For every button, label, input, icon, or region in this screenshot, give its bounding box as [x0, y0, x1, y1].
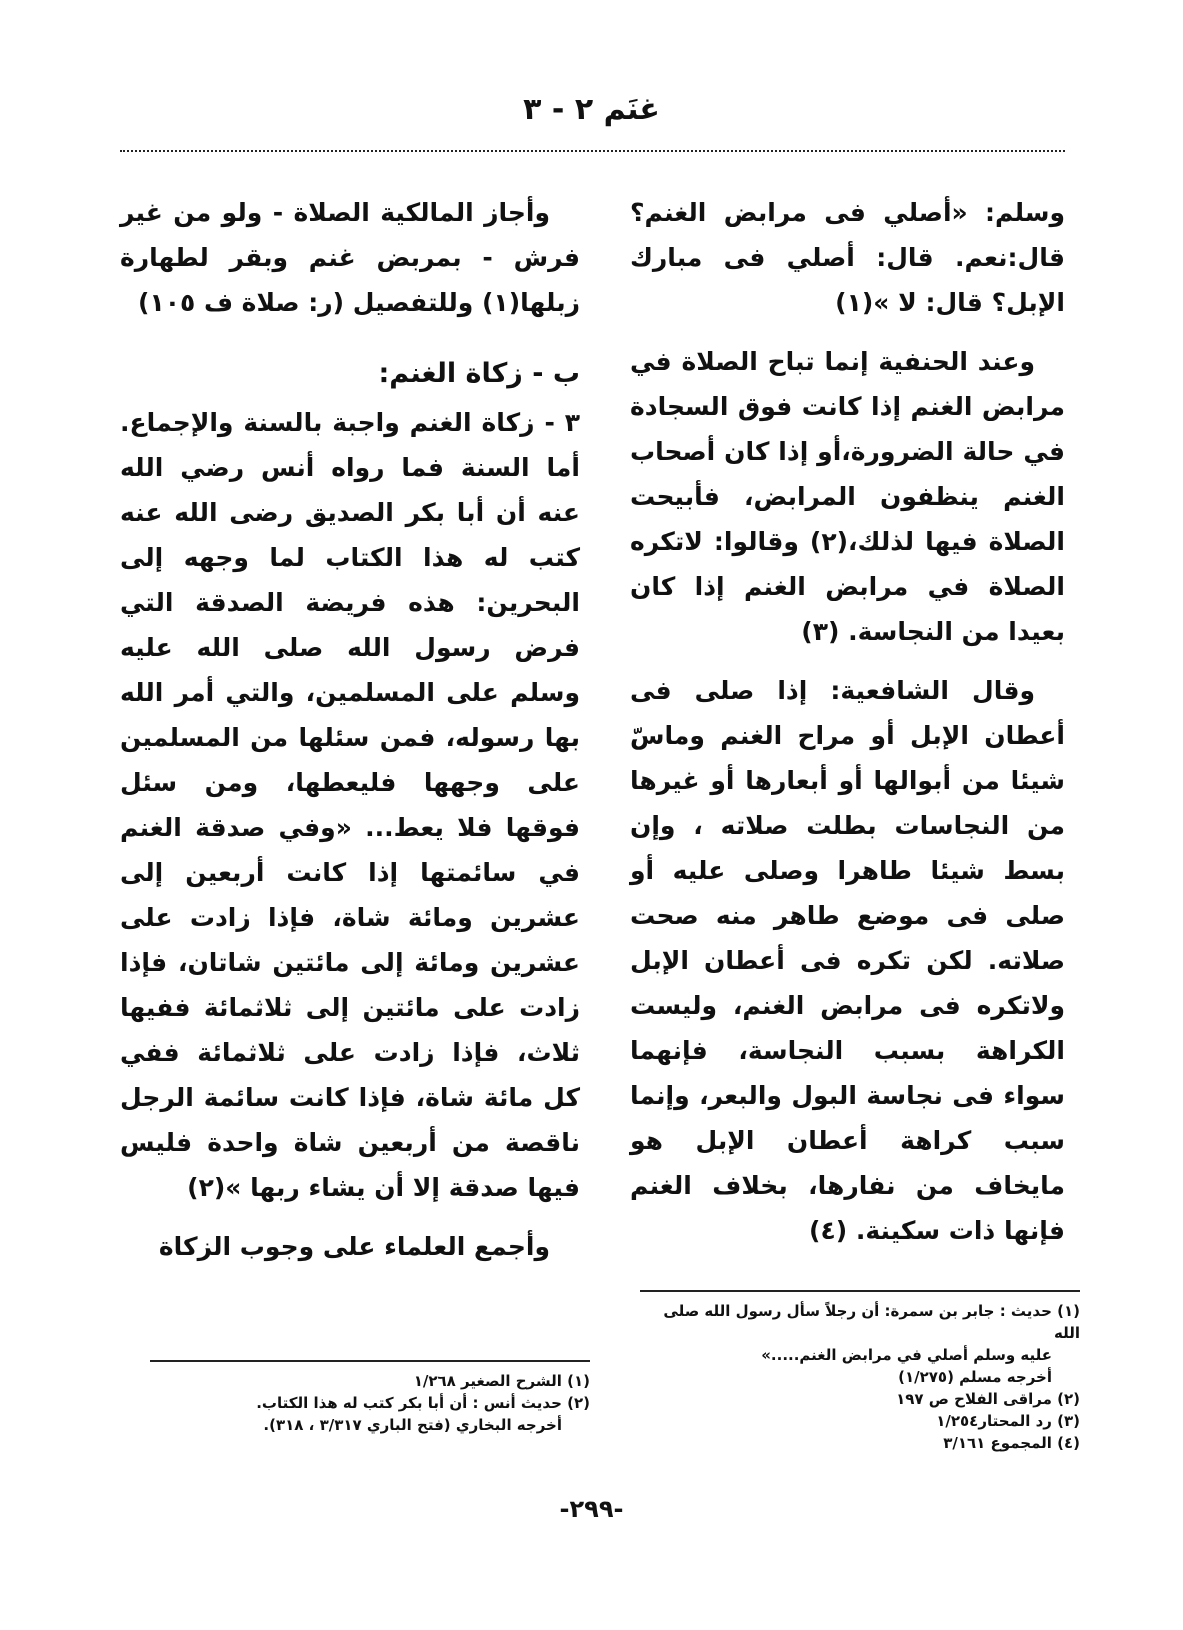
left-column: [120, 190, 580, 1283]
paragraph: وأجاز المالكية الصلاة - ولو من غير فرش - بمربض غنم وبقر لطهارة زبلها(١) وللتفصيل (ر: صلاة ف ١٠٥): [120, 198, 580, 317]
right-column: [630, 190, 1065, 1267]
paragraph: وعند الحنفية إنما تباح الصلاة في مرابض الغنم إذا كانت فوق السجادة في حالة الضرورة،أو إذا كان أصحاب الغنم ينظفون المرابض، فأبيحت الصلاة فيها لذلك،(٢) وقالوا: لاتكره الصلاة في مرابض الغنم إذا كان بعيدا من النجاسة. (٣): [630, 347, 1065, 646]
page-header: غنَم ٢ - ٣: [523, 92, 660, 127]
footnotes-right: [640, 1300, 1080, 1454]
paragraph: وقال الشافعية: إذا صلى فى أعطان الإبل أو مراح الغنم وماسّ شيئا من أبوالها أو أبعارها أو غيرها من النجاسات بطلت صلاته ، وإن بسط شيئا طاهرا وصلى عليه أو صلى فى موضع طاهر منه صحت صلاته. لكن تكره فى أعطان الإبل ولاتكره فى مرابض الغنم، وليست الكراهة بسبب النجاسة، فإنهما سواء فى نجاسة البول والبعر، وإنما سبب كراهة أعطان الإبل هو مايخاف من نفارها، بخلاف الغنم فإنها ذات سكينة. (٤): [630, 676, 1065, 1245]
section-title: ب - زكاة الغنم:: [378, 358, 580, 389]
footnote: عليه وسلم أصلي في مرابض الغنم.....»: [761, 1346, 1052, 1364]
page-number: -٢٩٩-: [559, 1495, 624, 1523]
footnote: (٣) رد المحتار١/٢٥٤: [936, 1412, 1080, 1430]
footnotes-left: [150, 1370, 590, 1436]
footnote-divider-right: [640, 1290, 1080, 1292]
paragraph: وسلم: «أصلي فى مرابض الغنم؟ قال:نعم. قال: أصلي فى مبارك الإبل؟ قال: لا »(١): [630, 198, 1065, 317]
paragraph: ٣ - زكاة الغنم واجبة بالسنة والإجماع. أما السنة فما رواه أنس رضي الله عنه أن أبا بكر الصديق رضى الله عنه كتب له هذا الكتاب لما وجهه إلى البحرين: هذه فريضة الصدقة التي فرض رسول الله صلى الله عليه وسلم على المسلمين، والتي أمر الله بها رسوله، فمن سئلها من المسلمين على وجهها فليعطها، ومن سئل فوقها فلا يعط... «وفي صدقة الغنم في سائمتها إذا كانت أربعين إلى عشرين ومائة شاة، فإذا زادت على عشرين ومائة إلى مائتين شاتان، فإذا زادت على مائتين إلى ثلاثمائة ففيها ثلاث، فإذا زادت على ثلاثمائة ففي كل مائة شاة، فإذا كانت سائمة الرجل ناقصة من أربعين شاة واحدة فليس فيها صدقة إلا أن يشاء ربها »(٢): [120, 408, 580, 1202]
footnote: أخرجه البخاري (فتح الباري ٣/٣١٧ ، ٣١٨).: [263, 1416, 562, 1434]
footnote-divider-left: [150, 1360, 590, 1362]
footnote: (١) حديث : جابر بن سمرة: أن رجلاً سأل رسول الله صلى الله: [663, 1302, 1080, 1342]
paragraph: وأجمع العلماء على وجوب الزكاة: [158, 1232, 550, 1261]
header-divider: [120, 150, 1065, 152]
footnote: (١) الشرح الصغير ١/٢٦٨: [413, 1372, 590, 1390]
footnote: (٢) مراقى الفلاح ص ١٩٧: [896, 1390, 1080, 1408]
footnote: (٢) حديث أنس : أن أبا بكر كتب له هذا الكتاب.: [256, 1394, 590, 1412]
footnote: أخرجه مسلم (١/٢٧٥): [898, 1368, 1052, 1386]
footnote: (٤) المجموع ٣/١٦١: [943, 1434, 1080, 1452]
